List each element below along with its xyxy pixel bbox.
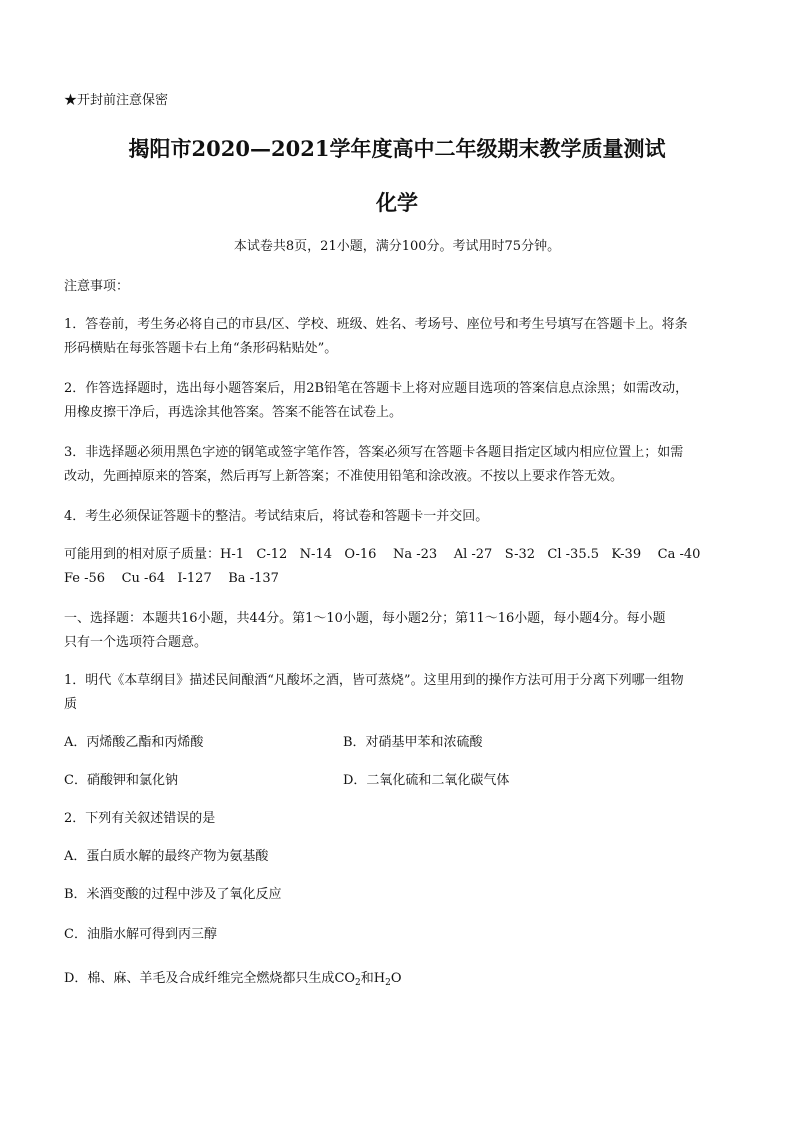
question-2-option-c: C．油脂水解可得到丙三醇	[64, 927, 217, 942]
subject-title: 化学	[376, 190, 418, 215]
atomic-masses-line-2: Fe -56 Cu -64 I-127 Ba -137	[64, 571, 279, 586]
question-2-option-d-conjunction: 和	[360, 971, 374, 986]
question-1-option-d: D．二氧化硫和二氧化碳气体	[343, 773, 510, 788]
question-1-stem-line-1: 1．明代《本草纲目》描述民间酿酒“凡酸坏之酒，皆可蒸烧”。这里用到的操作方法可用于分离下列哪一组物	[64, 673, 684, 688]
question-2-option-a: A．蛋白质水解的最终产物为氨基酸	[64, 849, 269, 864]
question-2-option-b: B．米酒变酸的过程中涉及了氧化反应	[64, 887, 282, 902]
formula-co2	[334, 971, 360, 986]
formula-h2o-subscript: 2	[385, 978, 391, 988]
atomic-masses-line-1: 可能用到的相对原子质量：H-1 C-12 N-14 O-16 Na -23 Al -27 S-32 Cl -35.5 K-39 Ca -40	[64, 547, 701, 562]
question-2-stem: 2．下列有关叙述错误的是	[64, 811, 216, 826]
formula-co2-subscript: 2	[355, 978, 361, 988]
formula-co2-base: CO	[334, 971, 356, 986]
question-1-option-b: B．对硝基甲苯和浓硫酸	[343, 735, 483, 750]
exam-info: 本试卷共8页，21小题，满分100分。考试用时75分钟。	[233, 239, 561, 254]
note-2-line-2: 用橡皮擦干净后，再选涂其他答案。答案不能答在试卷上。	[64, 405, 403, 420]
question-2-option-d	[64, 970, 402, 992]
note-3-line-1: 3．非选择题必须用黑色字迹的钢笔或签字笔作答，答案必须写在答题卡各题目指定区域内相应位置上；如需	[64, 445, 684, 460]
note-2-line-1: 2．作答选择题时，选出每小题答案后，用2B铅笔在答题卡上将对应题目选项的答案信息点涂黑；如需改动，	[64, 381, 689, 396]
question-1-option-c: C．硝酸钾和氯化钠	[64, 773, 178, 788]
question-2-option-d-text: D．棉、麻、羊毛及合成纤维完全燃烧都只生成	[64, 971, 335, 986]
note-3-line-2: 改动，先画掉原来的答案，然后再写上新答案；不准使用铅笔和涂改液。不按以上要求作答无效。	[64, 469, 624, 484]
formula-h2o-h: H	[373, 971, 386, 986]
section-1-line-2: 只有一个选项符合题意。	[64, 635, 208, 650]
confidential-notice: ★开封前注意保密	[64, 93, 169, 108]
formula-h2o-o: O	[390, 971, 402, 986]
exam-title: 揭阳市2020—2021学年度高中二年级期末教学质量测试	[128, 136, 666, 161]
section-1-line-1: 一、选择题：本题共16小题，共44分。第1～10小题，每小题2分；第11～16小题，每小题4分。每小题	[64, 611, 666, 626]
notes-heading: 注意事项：	[64, 279, 130, 294]
question-1-stem-line-2: 质	[64, 697, 78, 712]
question-1-option-a: A．丙烯酸乙酯和丙烯酸	[64, 735, 204, 750]
note-1-line-2: 形码横贴在每张答题卡右上角“条形码粘贴处”。	[64, 341, 338, 356]
note-4: 4．考生必须保证答题卡的整洁。考试结束后，将试卷和答题卡一并交回。	[64, 509, 489, 524]
formula-h2o	[374, 971, 402, 986]
note-1-line-1: 1．答卷前，考生务必将自己的市县/区、学校、班级、姓名、考场号、座位号和考生号填写在答题卡上。将条	[64, 317, 688, 332]
